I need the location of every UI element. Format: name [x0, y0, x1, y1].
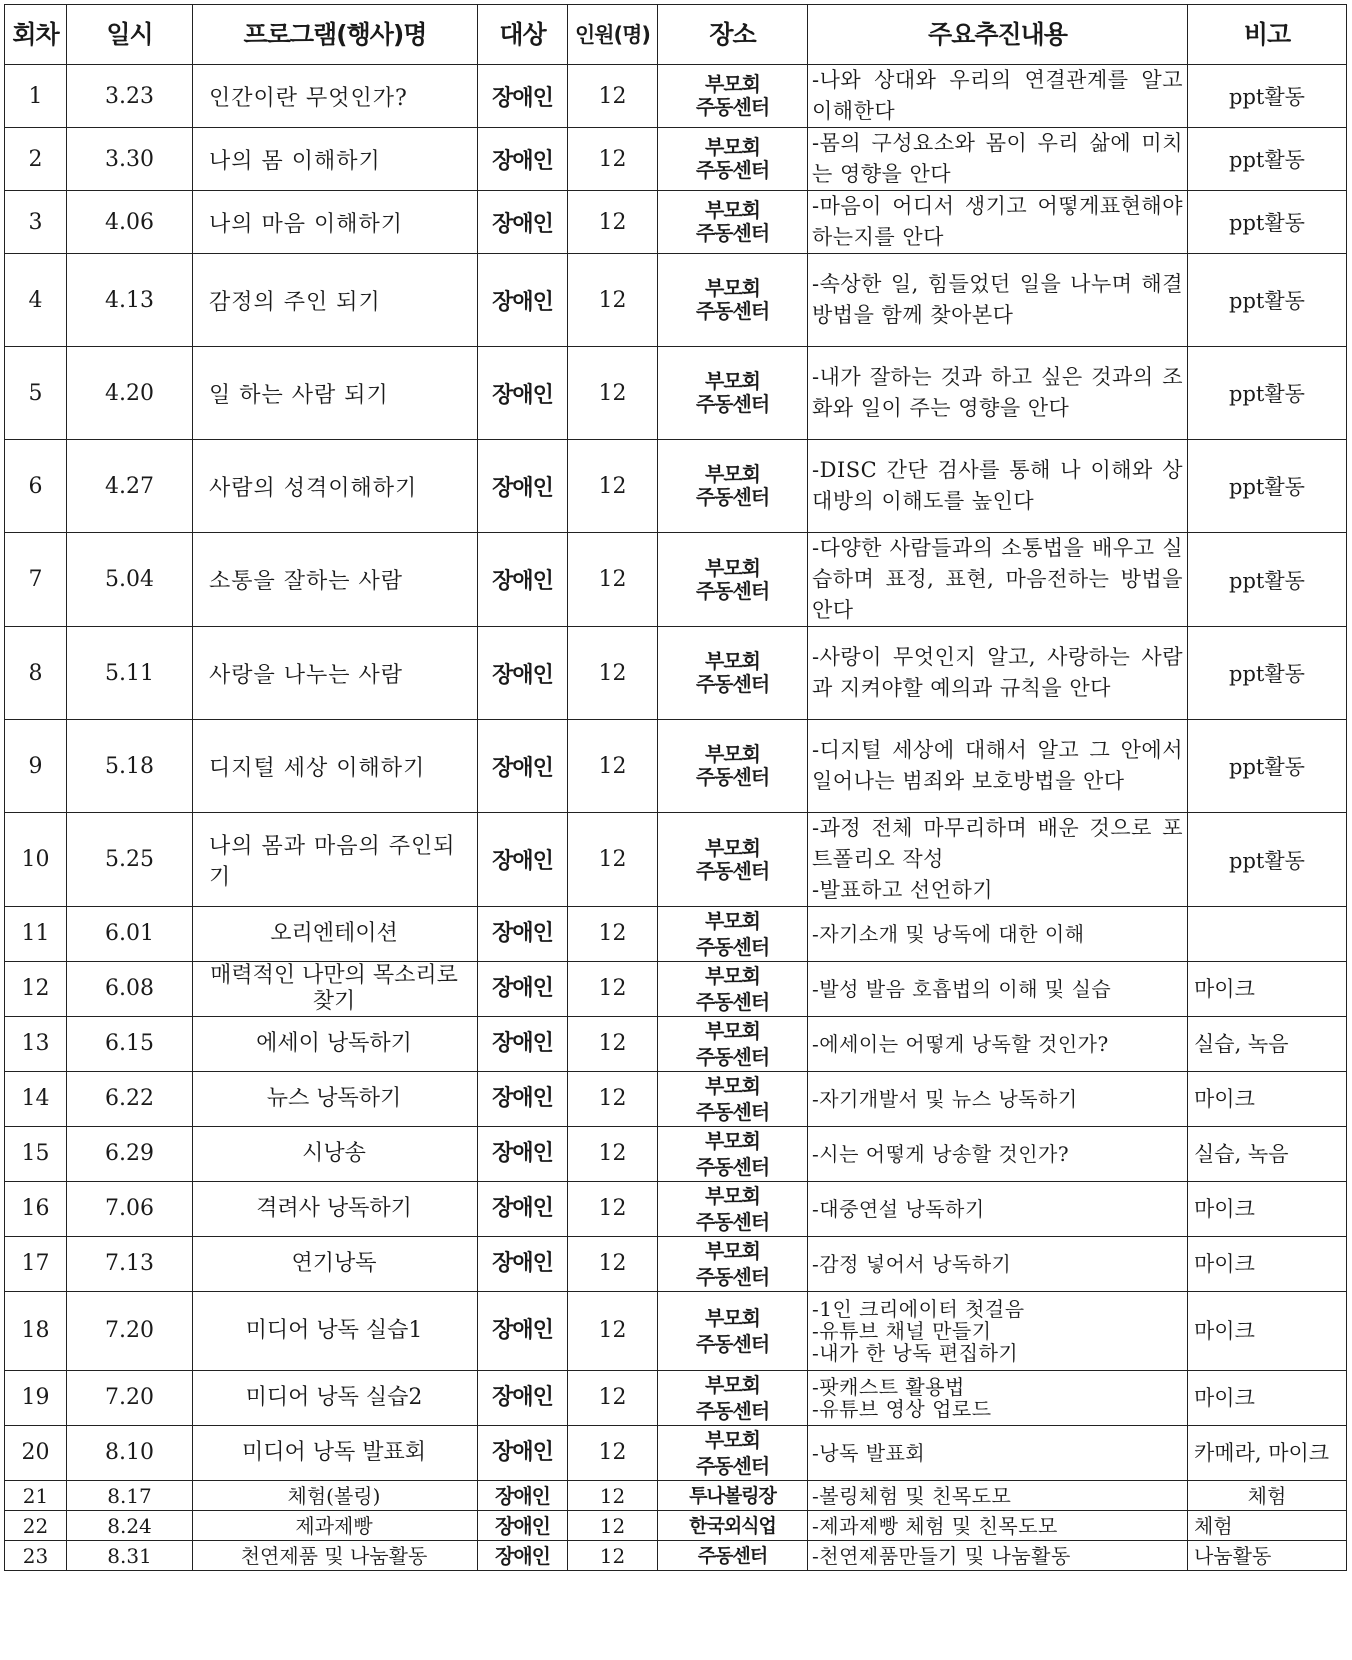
place-line: 한국외식업 [689, 1514, 776, 1537]
table-row [5, 907, 1347, 962]
place-line: 주동센터 [695, 1399, 770, 1423]
count-cell: 12 [568, 191, 658, 254]
content-line: -과정 전체 마무리하며 배운 것으로 포트폴리오 작성 [812, 816, 1183, 871]
table-row [5, 1017, 1347, 1072]
table-row [5, 962, 1347, 1017]
target-cell: 장애인 [478, 1127, 568, 1182]
content-cell [808, 347, 1188, 440]
target-cell: 장애인 [478, 1426, 568, 1481]
place-line: 주동센터 [695, 935, 770, 959]
date-cell: 5.04 [67, 533, 193, 627]
round-cell: 19 [5, 1371, 67, 1426]
note-cell: 실습, 녹음 [1188, 1017, 1347, 1072]
target-cell: 장애인 [478, 440, 568, 533]
place-cell [658, 627, 808, 720]
place-line: 부모회 [705, 369, 760, 393]
target-cell: 장애인 [478, 1541, 568, 1571]
place-cell [658, 962, 808, 1017]
header-round: 회차 [5, 5, 67, 65]
round-cell: 22 [5, 1511, 67, 1541]
place-line: 주동센터 [695, 158, 770, 182]
content-line: -제과제빵 체험 및 친목도모 [812, 1513, 1058, 1538]
content-cell [808, 1182, 1188, 1237]
content-cell [808, 65, 1188, 128]
count-cell: 12 [568, 907, 658, 962]
program-cell: 미디어 낭독 실습2 [193, 1371, 478, 1426]
program-cell: 미디어 낭독 실습1 [193, 1292, 478, 1371]
table-row [5, 1182, 1347, 1237]
content-cell [808, 720, 1188, 813]
place-line: 부모회 [705, 555, 760, 580]
content-line: -대중연설 낭독하기 [812, 1197, 985, 1221]
content-line: -자기개발서 및 뉴스 낭독하기 [812, 1087, 1078, 1111]
round-cell: 6 [5, 440, 67, 533]
count-cell: 12 [568, 347, 658, 440]
count-cell: 12 [568, 627, 658, 720]
note-cell: 체험 [1188, 1481, 1347, 1511]
round-cell: 20 [5, 1426, 67, 1481]
place-cell [658, 813, 808, 907]
content-cell [808, 1511, 1188, 1541]
round-cell: 12 [5, 962, 67, 1017]
place-cell [658, 907, 808, 962]
place-cell [658, 1072, 808, 1127]
place-line: 주동센터 [697, 1544, 768, 1567]
date-cell: 4.20 [67, 347, 193, 440]
program-cell: 나의 몸 이해하기 [193, 128, 478, 191]
program-cell: 뉴스 낭독하기 [193, 1072, 478, 1127]
place-cell [658, 1237, 808, 1292]
date-cell: 7.20 [67, 1371, 193, 1426]
table-row [5, 627, 1347, 720]
content-cell [808, 128, 1188, 191]
table-row [5, 1237, 1347, 1292]
table-row [5, 1072, 1347, 1127]
place-cell [658, 1481, 808, 1511]
note-cell: ppt활동 [1188, 720, 1347, 813]
content-cell [808, 191, 1188, 254]
round-cell: 14 [5, 1072, 67, 1127]
program-cell: 디지털 세상 이해하기 [193, 720, 478, 813]
date-cell: 7.13 [67, 1237, 193, 1292]
place-cell [658, 1127, 808, 1182]
table-row [5, 533, 1347, 627]
place-line: 부모회 [705, 1019, 760, 1043]
count-cell: 12 [568, 962, 658, 1017]
content-cell [808, 1541, 1188, 1571]
place-cell [658, 1426, 808, 1481]
target-cell: 장애인 [478, 1072, 568, 1127]
program-cell: 소통을 잘하는 사람 [193, 533, 478, 627]
content-line: -발성 발음 호흡법의 이해 및 실습 [812, 977, 1112, 1001]
count-cell: 12 [568, 1541, 658, 1571]
round-cell: 4 [5, 254, 67, 347]
content-cell [808, 1127, 1188, 1182]
program-cell: 사랑을 나누는 사람 [193, 627, 478, 720]
program-cell: 에세이 낭독하기 [193, 1017, 478, 1072]
place-line: 주동센터 [695, 1045, 770, 1069]
place-line: 주동센터 [695, 858, 770, 883]
place-line: 주동센터 [695, 1210, 770, 1234]
place-line: 부모회 [705, 462, 760, 486]
place-line: 부모회 [705, 1129, 760, 1153]
program-schedule-table [4, 4, 1347, 1571]
content-line: -팟캐스트 활용법 [812, 1375, 965, 1399]
content-cell [808, 1292, 1188, 1371]
target-cell: 장애인 [478, 1511, 568, 1541]
content-line: -자기소개 및 낭독에 대한 이해 [812, 922, 1085, 946]
table-row [5, 128, 1347, 191]
note-cell: 마이크 [1188, 1182, 1347, 1237]
count-cell: 12 [568, 1511, 658, 1541]
table-row [5, 191, 1347, 254]
round-cell: 13 [5, 1017, 67, 1072]
content-line: -나와 상대와 우리의 연결관계를 알고 이해한다 [812, 68, 1183, 123]
target-cell: 장애인 [478, 907, 568, 962]
header-count: 인원(명) [568, 5, 658, 65]
note-cell: ppt활동 [1188, 128, 1347, 191]
content-cell [808, 907, 1188, 962]
place-line: 주동센터 [695, 765, 770, 789]
date-cell: 5.25 [67, 813, 193, 907]
content-line: -시는 어떻게 낭송할 것인가? [812, 1142, 1070, 1166]
table-row [5, 720, 1347, 813]
header-place: 장소 [658, 5, 808, 65]
count-cell: 12 [568, 128, 658, 191]
target-cell: 장애인 [478, 128, 568, 191]
note-cell: 마이크 [1188, 1237, 1347, 1292]
date-cell: 3.23 [67, 65, 193, 128]
round-cell: 11 [5, 907, 67, 962]
note-cell: ppt활동 [1188, 254, 1347, 347]
target-cell: 장애인 [478, 627, 568, 720]
content-line: -천연제품만들기 및 나눔활동 [812, 1543, 1071, 1568]
place-cell [658, 1017, 808, 1072]
table-row [5, 813, 1347, 907]
place-line: 주동센터 [695, 95, 770, 119]
place-cell [658, 128, 808, 191]
content-line: -사랑이 무엇인지 알고, 사랑하는 사람과 지켜야할 예의과 규칙을 안다 [812, 645, 1183, 700]
content-cell [808, 1481, 1188, 1511]
count-cell: 12 [568, 65, 658, 128]
place-cell [658, 65, 808, 128]
content-line: -발표하고 선언하기 [812, 878, 994, 902]
note-cell: 마이크 [1188, 1371, 1347, 1426]
place-cell [658, 1371, 808, 1426]
program-cell: 시낭송 [193, 1127, 478, 1182]
table-row [5, 347, 1347, 440]
content-line: -속상한 일, 힘들었던 일을 나누며 해결방법을 함께 찾아본다 [812, 272, 1183, 327]
content-line: -낭독 발표회 [812, 1441, 926, 1465]
place-line: 주동센터 [695, 578, 770, 603]
target-cell: 장애인 [478, 1292, 568, 1371]
program-cell: 미디어 낭독 발표회 [193, 1426, 478, 1481]
table-row [5, 1127, 1347, 1182]
note-cell: ppt활동 [1188, 347, 1347, 440]
header-note: 비고 [1188, 5, 1347, 65]
content-cell [808, 1017, 1188, 1072]
count-cell: 12 [568, 1426, 658, 1481]
note-cell: ppt활동 [1188, 440, 1347, 533]
table-row [5, 254, 1347, 347]
content-cell [808, 254, 1188, 347]
place-line: 주동센터 [695, 1332, 770, 1356]
header-program: 프로그램(행사)명 [193, 5, 478, 65]
header-date: 일시 [67, 5, 193, 65]
table-row [5, 65, 1347, 128]
content-cell [808, 1371, 1188, 1426]
target-cell: 장애인 [478, 254, 568, 347]
date-cell: 5.18 [67, 720, 193, 813]
note-cell: ppt활동 [1188, 627, 1347, 720]
place-cell [658, 720, 808, 813]
place-line: 주동센터 [695, 990, 770, 1014]
date-cell: 4.06 [67, 191, 193, 254]
target-cell: 장애인 [478, 1481, 568, 1511]
content-line: -내가 한 낭독 편집하기 [812, 1341, 1019, 1365]
date-cell: 5.11 [67, 627, 193, 720]
program-cell: 감정의 주인 되기 [193, 254, 478, 347]
date-cell: 4.27 [67, 440, 193, 533]
place-cell [658, 191, 808, 254]
content-line: -몸의 구성요소와 몸이 우리 삶에 미치는 영향을 안다 [812, 131, 1183, 186]
program-cell: 오리엔테이션 [193, 907, 478, 962]
count-cell: 12 [568, 1371, 658, 1426]
program-cell: 인간이란 무엇인가? [193, 65, 478, 128]
table-row [5, 1481, 1347, 1511]
program-cell: 천연제품 및 나눔활동 [193, 1541, 478, 1571]
content-cell [808, 440, 1188, 533]
place-cell [658, 440, 808, 533]
round-cell: 9 [5, 720, 67, 813]
count-cell: 12 [568, 440, 658, 533]
place-line: 부모회 [705, 276, 760, 300]
note-cell: 나눔활동 [1188, 1541, 1347, 1571]
target-cell: 장애인 [478, 65, 568, 128]
count-cell: 12 [568, 720, 658, 813]
place-line: 투나볼링장 [689, 1484, 776, 1507]
content-line: -유튜브 영상 업로드 [812, 1397, 992, 1421]
note-cell: 체험 [1188, 1511, 1347, 1541]
place-line: 부모회 [705, 1074, 760, 1098]
round-cell: 7 [5, 533, 67, 627]
program-cell: 제과제빵 [193, 1511, 478, 1541]
round-cell: 21 [5, 1481, 67, 1511]
table-row [5, 1541, 1347, 1571]
round-cell: 5 [5, 347, 67, 440]
content-line: -유튜브 채널 만들기 [812, 1319, 992, 1343]
note-cell: ppt활동 [1188, 813, 1347, 907]
place-line: 부모회 [705, 1239, 760, 1263]
place-line: 부모회 [705, 72, 760, 96]
count-cell: 12 [568, 1182, 658, 1237]
place-line: 부모회 [705, 1184, 760, 1208]
date-cell: 7.20 [67, 1292, 193, 1371]
place-cell [658, 1292, 808, 1371]
content-line: -DISC 간단 검사를 통해 나 이해와 상대방의 이해도를 높인다 [812, 458, 1183, 513]
content-line: -에세이는 어떻게 낭독할 것인가? [812, 1032, 1109, 1056]
program-cell: 격려사 낭독하기 [193, 1182, 478, 1237]
content-cell [808, 1426, 1188, 1481]
target-cell: 장애인 [478, 1182, 568, 1237]
content-cell [808, 1237, 1188, 1292]
date-cell: 6.15 [67, 1017, 193, 1072]
place-line: 주동센터 [695, 1155, 770, 1179]
content-cell [808, 533, 1188, 627]
target-cell: 장애인 [478, 1017, 568, 1072]
note-cell: ppt활동 [1188, 65, 1347, 128]
date-cell: 8.31 [67, 1541, 193, 1571]
program-cell: 일 하는 사람 되기 [193, 347, 478, 440]
count-cell: 12 [568, 533, 658, 627]
place-line: 부모회 [705, 135, 760, 159]
place-line: 주동센터 [695, 1454, 770, 1478]
date-cell: 6.22 [67, 1072, 193, 1127]
table-row [5, 1426, 1347, 1481]
round-cell: 17 [5, 1237, 67, 1292]
target-cell: 장애인 [478, 1371, 568, 1426]
target-cell: 장애인 [478, 533, 568, 627]
target-cell: 장애인 [478, 720, 568, 813]
content-cell [808, 962, 1188, 1017]
table-row [5, 1511, 1347, 1541]
note-cell: ppt활동 [1188, 191, 1347, 254]
place-line: 부모회 [705, 964, 760, 988]
target-cell: 장애인 [478, 191, 568, 254]
place-line: 부모회 [705, 742, 760, 766]
date-cell: 8.24 [67, 1511, 193, 1541]
program-cell: 연기낭독 [193, 1237, 478, 1292]
content-line: -디지털 세상에 대해서 알고 그 안에서 일어나는 범죄와 보호방법을 안다 [812, 738, 1183, 793]
round-cell: 3 [5, 191, 67, 254]
place-cell [658, 533, 808, 627]
place-line: 부모회 [705, 835, 760, 860]
date-cell: 3.30 [67, 128, 193, 191]
program-cell: 나의 몸과 마음의 주인되기 [193, 813, 478, 907]
date-cell: 8.17 [67, 1481, 193, 1511]
date-cell: 8.10 [67, 1426, 193, 1481]
place-line: 주동센터 [695, 392, 770, 416]
count-cell: 12 [568, 1292, 658, 1371]
place-cell [658, 347, 808, 440]
program-cell: 나의 마음 이해하기 [193, 191, 478, 254]
place-line: 주동센터 [695, 1265, 770, 1289]
content-cell [808, 1072, 1188, 1127]
place-line: 부모회 [705, 1373, 760, 1397]
round-cell: 15 [5, 1127, 67, 1182]
place-line: 주동센터 [695, 299, 770, 323]
program-cell: 체험(볼링) [193, 1481, 478, 1511]
program-cell: 매력적인 나만의 목소리로 찾기 [193, 962, 478, 1017]
count-cell: 12 [568, 254, 658, 347]
content-line: -마음이 어디서 생기고 어떻게표현해야 하는지를 안다 [812, 194, 1183, 249]
header-row [5, 5, 1347, 65]
content-line: -볼링체험 및 친목도모 [812, 1483, 1012, 1508]
round-cell: 8 [5, 627, 67, 720]
round-cell: 2 [5, 128, 67, 191]
round-cell: 10 [5, 813, 67, 907]
note-cell: 마이크 [1188, 1072, 1347, 1127]
table-row [5, 1292, 1347, 1371]
target-cell: 장애인 [478, 347, 568, 440]
table-body [5, 65, 1347, 1571]
table-row [5, 440, 1347, 533]
note-cell: ppt활동 [1188, 533, 1347, 627]
note-cell: 실습, 녹음 [1188, 1127, 1347, 1182]
date-cell: 7.06 [67, 1182, 193, 1237]
place-line: 부모회 [705, 1306, 760, 1330]
note-cell: 마이크 [1188, 962, 1347, 1017]
note-cell: 카메라, 마이크 [1188, 1426, 1347, 1481]
place-cell [658, 1511, 808, 1541]
place-line: 부모회 [705, 649, 760, 673]
content-line: -내가 잘하는 것과 하고 싶은 것과의 조화와 일이 주는 영향을 안다 [812, 365, 1183, 420]
round-cell: 23 [5, 1541, 67, 1571]
target-cell: 장애인 [478, 813, 568, 907]
round-cell: 18 [5, 1292, 67, 1371]
target-cell: 장애인 [478, 1237, 568, 1292]
count-cell: 12 [568, 1127, 658, 1182]
date-cell: 4.13 [67, 254, 193, 347]
place-line: 주동센터 [695, 672, 770, 696]
count-cell: 12 [568, 1237, 658, 1292]
place-line: 주동센터 [695, 221, 770, 245]
note-cell: 마이크 [1188, 1292, 1347, 1371]
round-cell: 1 [5, 65, 67, 128]
content-line: -1인 크리에이터 첫걸음 [812, 1297, 1025, 1321]
date-cell: 6.01 [67, 907, 193, 962]
content-cell [808, 627, 1188, 720]
place-line: 부모회 [705, 198, 760, 222]
place-line: 부모회 [705, 909, 760, 933]
round-cell: 16 [5, 1182, 67, 1237]
content-line: -다양한 사람들과의 소통법을 배우고 실습하며 표정, 표현, 마음전하는 방법을 안다 [812, 536, 1183, 622]
place-line: 부모회 [705, 1428, 760, 1452]
place-line: 주동센터 [695, 485, 770, 509]
program-cell: 사람의 성격이해하기 [193, 440, 478, 533]
table-row [5, 1371, 1347, 1426]
count-cell: 12 [568, 1481, 658, 1511]
place-cell [658, 1182, 808, 1237]
place-cell [658, 254, 808, 347]
count-cell: 12 [568, 1072, 658, 1127]
place-line: 주동센터 [695, 1100, 770, 1124]
note-cell [1188, 907, 1347, 962]
content-cell [808, 813, 1188, 907]
date-cell: 6.29 [67, 1127, 193, 1182]
header-content: 주요추진내용 [808, 5, 1188, 65]
count-cell: 12 [568, 813, 658, 907]
date-cell: 6.08 [67, 962, 193, 1017]
place-cell [658, 1541, 808, 1571]
content-line: -감정 넣어서 낭독하기 [812, 1252, 1012, 1276]
header-target: 대상 [478, 5, 568, 65]
target-cell: 장애인 [478, 962, 568, 1017]
count-cell: 12 [568, 1017, 658, 1072]
